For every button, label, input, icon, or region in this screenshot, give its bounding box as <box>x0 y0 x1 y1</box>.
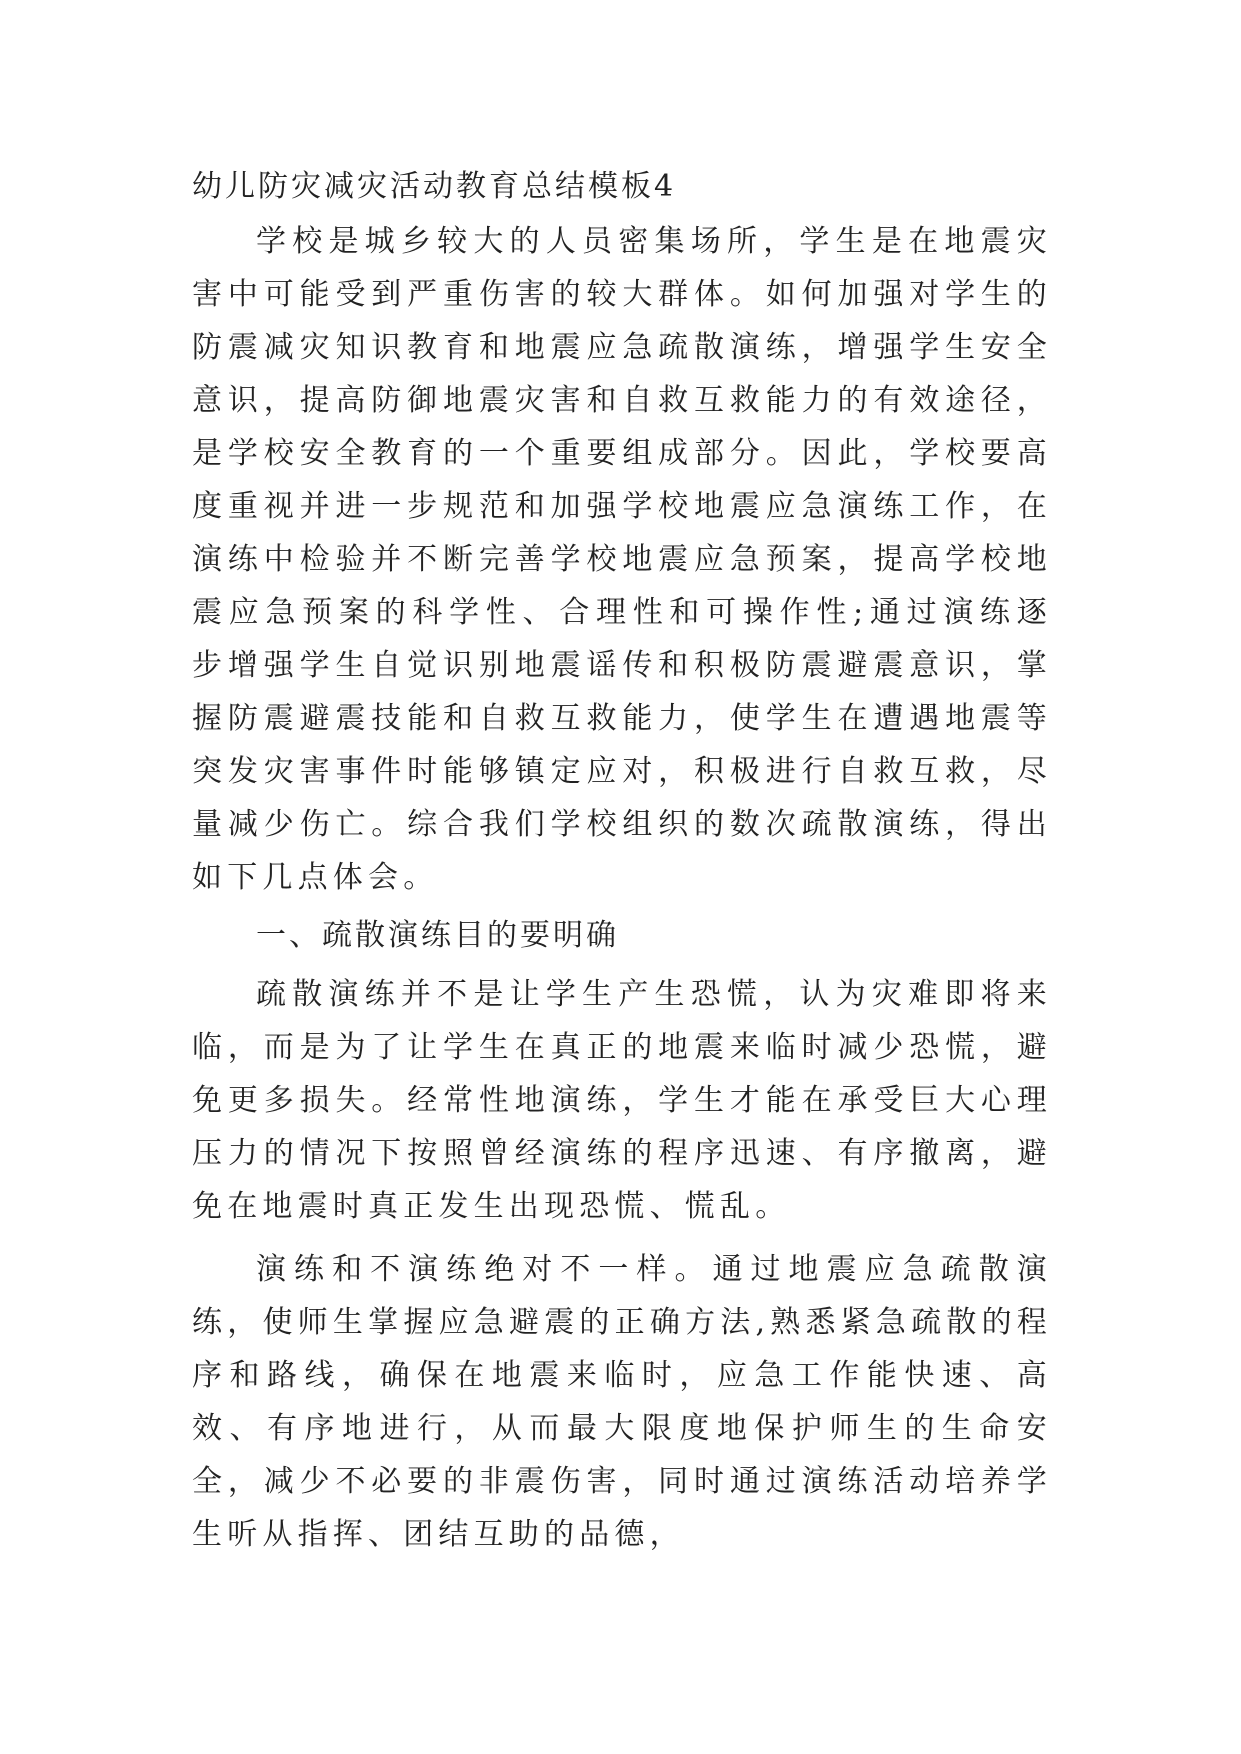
paragraph-intro: 学校是城乡较大的人员密集场所，学生是在地震灾害中可能受到严重伤害的较大群体。如何加强对学生的防震减灾知识教育和地震应急疏散演练，增强学生安全意识，提高防御地震灾害和自救互救能力的有效途径，是学校安全教育的一个重要组成部分。因此，学校要高度重视并进一步规范和加强学校地震应急演练工作，在演练中检验并不断完善学校地震应急预案，提高学校地震应急预案的科学性、合理性和可操作性;通过演练逐步增强学生自觉识别地震谣传和积极防震避震意识，掌握防震避震技能和自救互救能力，使学生在遭遇地震等突发灾害事件时能够镇定应对，积极进行自救互救，尽量减少伤亡。综合我们学校组织的数次疏散演练，得出如下几点体会。 <box>192 224 1052 895</box>
section-heading-1: 一、疏散演练目的要明确 <box>256 918 619 953</box>
paragraph-purpose: 疏散演练并不是让学生产生恐慌，认为灾难即将来临，而是为了让学生在真正的地震来临时减少恐慌，避免更多损失。经常性地演练，学生才能在承受巨大心理压力的情况下按照曾经演练的程序迅速、有序撤离，避免在地震时真正发生出现恐慌、慌乱。 <box>192 977 1052 1224</box>
paragraph-drill-benefits: 演练和不演练绝对不一样。通过地震应急疏散演练，使师生掌握应急避震的正确方法,熟悉紧急疏散的程序和路线，确保在地震来临时，应急工作能快速、高效、有序地进行，从而最大限度地保护师生的生命安全，减少不必要的非震伤害，同时通过演练活动培养学生听从指挥、团结互助的品德， <box>192 1252 1052 1552</box>
document-title: 幼儿防灾减灾活动教育总结模板4 <box>192 169 677 204</box>
document-page <box>192 160 1052 1561</box>
